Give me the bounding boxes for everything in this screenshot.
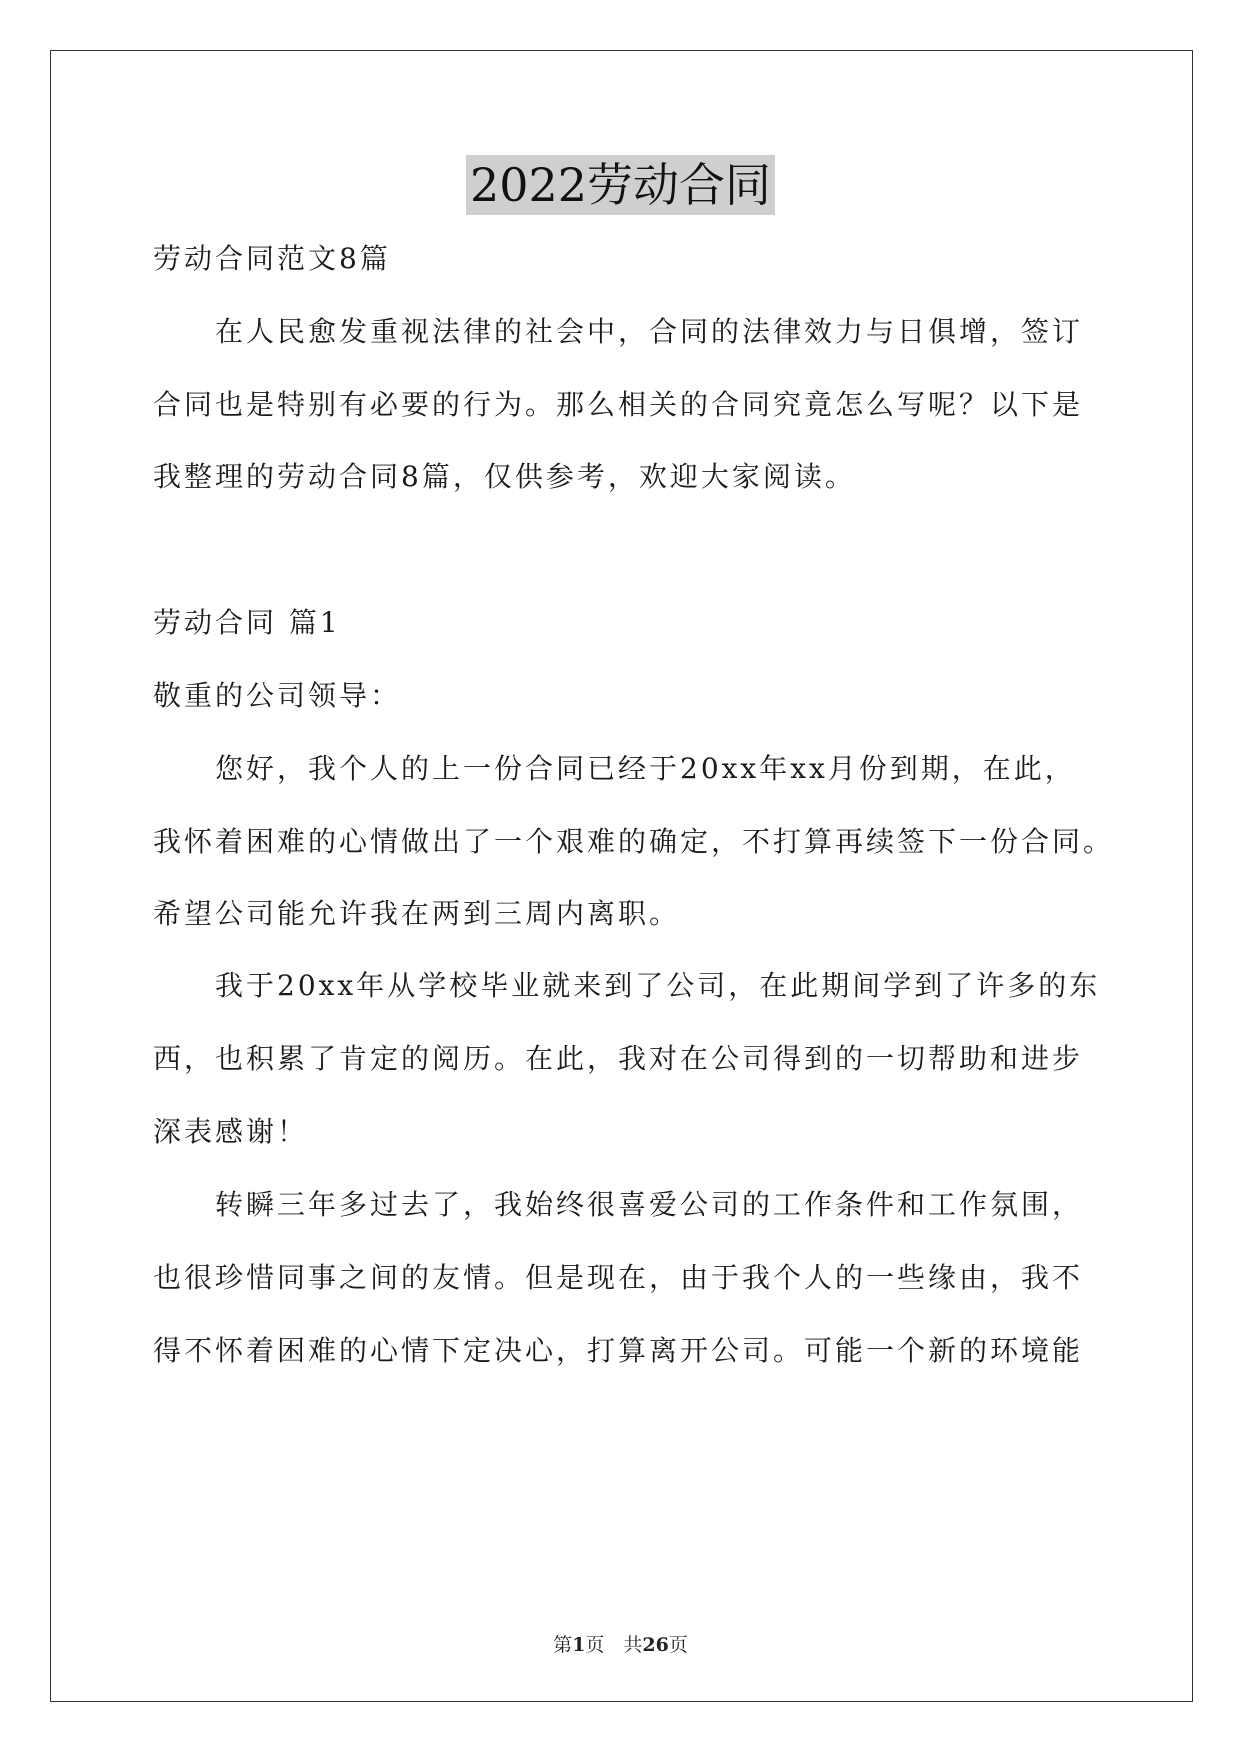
page-mid: 页 共 bbox=[585, 1634, 643, 1656]
section-heading: 劳动合同 篇1 bbox=[153, 606, 341, 639]
salutation: 敬重的公司领导： bbox=[153, 679, 402, 712]
page-border bbox=[50, 50, 1193, 1702]
body-line: 转瞬三年多过去了，我始终很喜爱公司的工作条件和工作氛围， bbox=[215, 1188, 1084, 1221]
body-line: 我于20xx年从学校毕业就来到了公司，在此期间学到了许多的东 bbox=[215, 969, 1101, 1002]
document-title: 2022劳动合同 bbox=[466, 155, 775, 215]
intro-line: 在人民愈发重视法律的社会中，合同的法律效力与日俱增，签订 bbox=[215, 315, 1084, 348]
body-line: 西，也积累了肯定的阅历。在此，我对在公司得到的一切帮助和进步 bbox=[153, 1042, 1084, 1075]
intro-line: 合同也是特别有必要的行为。那么相关的合同究竟怎么写呢？以下是 bbox=[153, 388, 1084, 421]
page-footer bbox=[0, 1630, 1241, 1657]
body-line: 也很珍惜同事之间的友情。但是现在，由于我个人的一些缘由，我不 bbox=[153, 1261, 1084, 1294]
document-subtitle: 劳动合同范文8篇 bbox=[153, 242, 391, 275]
page-total: 26 bbox=[642, 1634, 669, 1656]
body-line: 得不怀着困难的心情下定决心，打算离开公司。可能一个新的环境能 bbox=[153, 1334, 1084, 1367]
intro-line: 我整理的劳动合同8篇，仅供参考，欢迎大家阅读。 bbox=[153, 460, 856, 493]
body-line: 希望公司能允许我在两到三周内离职。 bbox=[153, 897, 681, 930]
page-number: 1 bbox=[572, 1634, 586, 1656]
body-line: 我怀着困难的心情做出了一个艰难的确定，不打算再续签下一份合同。 bbox=[153, 825, 1115, 858]
body-line: 深表感谢！ bbox=[153, 1115, 309, 1148]
page-prefix: 第 bbox=[553, 1634, 573, 1656]
page-suffix: 页 bbox=[668, 1634, 688, 1656]
body-line: 您好，我个人的上一份合同已经于20xx年xx月份到期，在此， bbox=[215, 752, 1076, 785]
title-container bbox=[0, 155, 1241, 215]
